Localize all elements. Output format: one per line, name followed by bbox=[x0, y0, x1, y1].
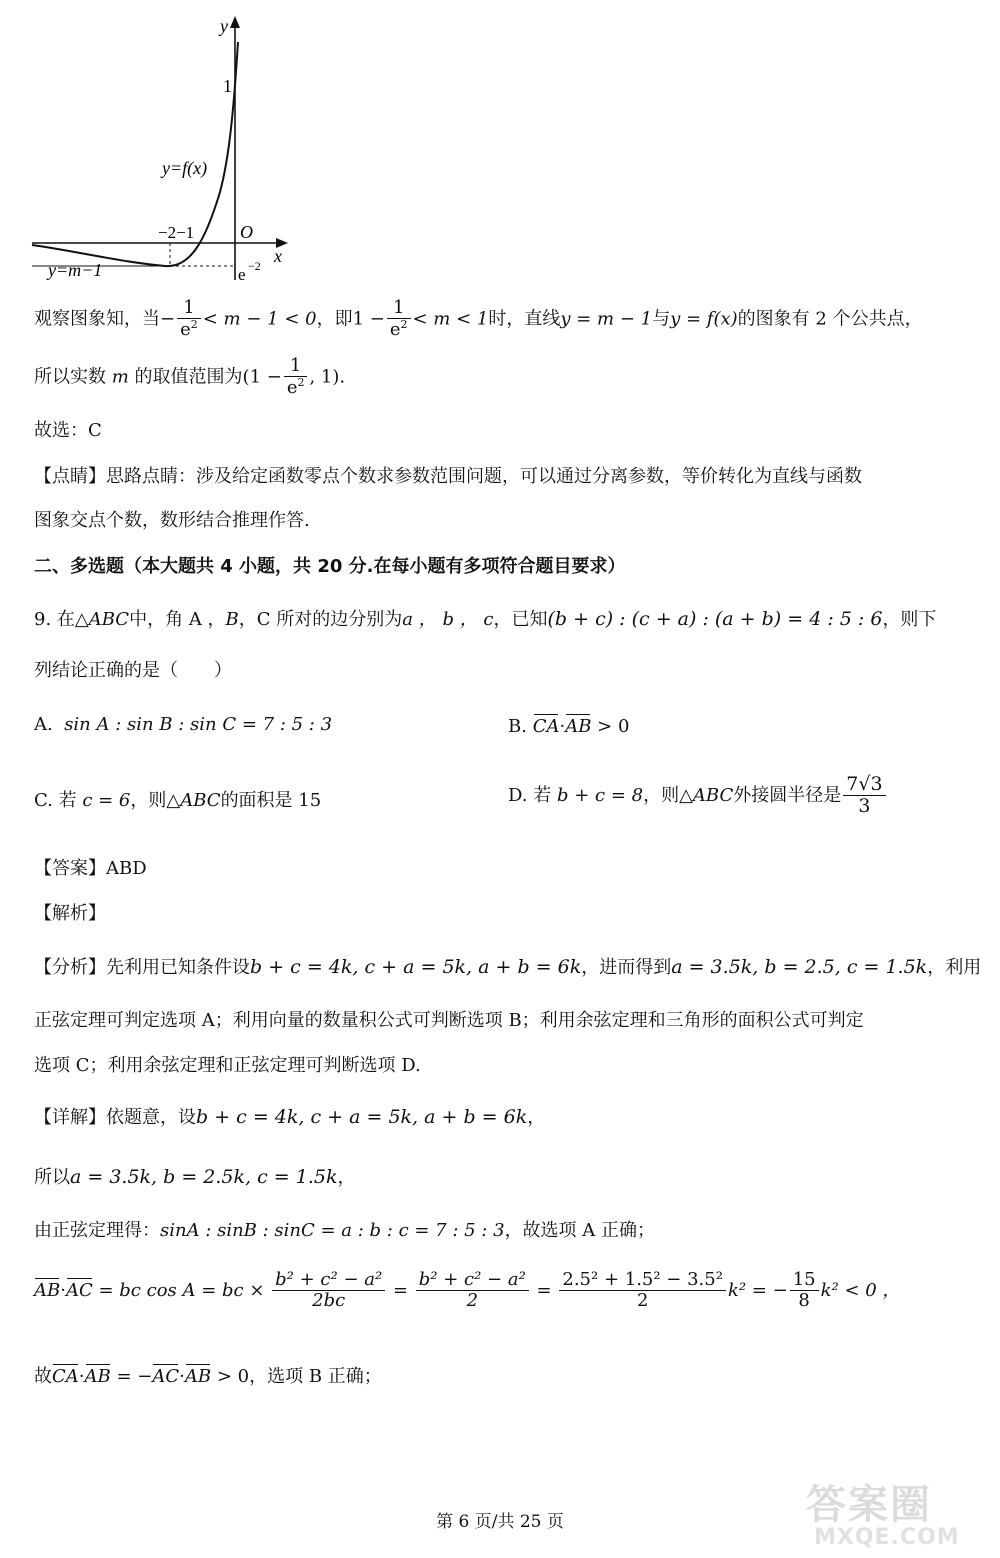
curve-label: y=f(x) bbox=[162, 158, 208, 178]
page-footer: 第 6 页/共 25 页 bbox=[436, 1512, 564, 1532]
fenxi-line-2: 正弦定理可判定选项 A；利用向量的数量积公式可判断选项 B；利用余弦定理和三角形的面积公式可判定 bbox=[34, 1010, 864, 1031]
answer-line: 【答案】ABD bbox=[34, 858, 147, 879]
text-run: ，故选项 A 正确； bbox=[504, 1220, 656, 1241]
text-run: 9. 在 bbox=[34, 609, 75, 630]
option-d[interactable] bbox=[508, 774, 888, 818]
e-neg2-label: e bbox=[238, 265, 246, 284]
math-run: (b + c) : (c + a) : (a + b) = 4 : 5 : 6 bbox=[547, 608, 883, 630]
math-run: sinA : sinB : sinC = a : b : c = 7 : 5 : 3 bbox=[160, 1220, 505, 1241]
watermark-url: MXQE.COM bbox=[814, 1525, 960, 1550]
vector: AB bbox=[34, 1279, 61, 1301]
fraction-7sqrt3-over-3 bbox=[843, 774, 885, 818]
var-m: m bbox=[111, 366, 129, 388]
math-run: − bbox=[160, 308, 176, 330]
text-run: 由正弦定理得： bbox=[34, 1220, 160, 1241]
math-run: △ABC bbox=[166, 790, 221, 811]
exp-2: 2 bbox=[400, 317, 408, 331]
math-run: B bbox=[225, 609, 239, 630]
tip-line-1: 【点睛】思路点睛：涉及给定函数零点个数求参数范围问题，可以通过分离参数，等价转化为直线与函数 bbox=[34, 466, 862, 487]
frac-num: 2.5² + 1.5² − 3.5² bbox=[559, 1270, 726, 1291]
math-run: · bbox=[559, 716, 566, 737]
vector: AB bbox=[84, 1366, 111, 1387]
frac-den bbox=[387, 319, 411, 341]
text-run: 故 bbox=[34, 1366, 52, 1387]
frac-num: 1 bbox=[284, 356, 308, 377]
math-run: c = 6 bbox=[82, 790, 131, 811]
text-run: 中，角 A ， bbox=[129, 609, 226, 630]
option-label: D. 若 bbox=[508, 784, 552, 806]
math-run: · bbox=[60, 1279, 66, 1301]
text-run: 观察图象知，当 bbox=[34, 308, 160, 330]
text-run: ，已知 bbox=[493, 609, 548, 630]
exp-2: 2 bbox=[190, 317, 198, 331]
math-run: , 1) bbox=[309, 366, 340, 388]
frac-den: 2bc bbox=[312, 1289, 346, 1311]
para-observe bbox=[34, 298, 923, 340]
vector: AB bbox=[184, 1366, 212, 1387]
option-label: A. bbox=[34, 714, 53, 735]
vector: CA bbox=[52, 1366, 79, 1387]
math-run: a ， b ， c bbox=[402, 609, 494, 630]
tip-line-2: 图象交点个数，数形结合推理作答. bbox=[34, 510, 310, 531]
origin-label: O bbox=[240, 222, 253, 242]
e-base: e bbox=[389, 318, 401, 340]
line-label: y=m−1 bbox=[48, 260, 103, 280]
text-run: 所以 bbox=[34, 1167, 70, 1188]
text-run: 与 bbox=[652, 308, 671, 330]
text-run: 的图象有 2 个公共点， bbox=[737, 308, 923, 330]
choice-result: 故选：C bbox=[34, 420, 102, 441]
text-run: 【分析】先利用已知条件设 bbox=[34, 957, 250, 978]
analysis-title: 【解析】 bbox=[34, 903, 106, 924]
math-run: k² < 0 ， bbox=[820, 1279, 901, 1301]
frac-num: b² + c² − a² bbox=[272, 1270, 385, 1291]
text-run: ，利用 bbox=[927, 957, 982, 978]
watermark-logo bbox=[802, 1480, 992, 1550]
text-run: ，则 bbox=[130, 790, 167, 811]
question-9-line-2: 列结论正确的是（ ） bbox=[34, 660, 232, 681]
math-run: = bc cos A = bc × bbox=[98, 1279, 265, 1301]
vector: AB bbox=[565, 716, 592, 737]
text-run: ， bbox=[527, 1107, 546, 1128]
text-run: 【详解】依题意，设 bbox=[34, 1107, 196, 1128]
para-range bbox=[34, 356, 345, 398]
math-run: △ABC bbox=[74, 609, 130, 630]
math-run: y = m − 1 bbox=[560, 308, 653, 330]
dot-product-line bbox=[34, 1270, 900, 1311]
vector: CA bbox=[532, 716, 560, 737]
frac-num: 1 bbox=[387, 298, 411, 319]
math-run: = bbox=[392, 1279, 409, 1301]
fenxi-line-3: 选项 C；利用余弦定理和正弦定理可判断选项 D. bbox=[34, 1055, 421, 1076]
text-run: 的取值范围为 bbox=[134, 366, 243, 388]
text-run: ，选项 B 正确； bbox=[249, 1366, 382, 1387]
option-c[interactable] bbox=[34, 790, 321, 813]
tick-neg-label: −2−1 bbox=[158, 223, 195, 242]
math-run: sin A : sin B : sin C = 7 : 5 : 3 bbox=[64, 714, 333, 735]
function-graph bbox=[30, 12, 292, 284]
text-run: ，进而得到 bbox=[581, 957, 672, 978]
sine-law-line bbox=[34, 1220, 655, 1243]
option-label: C. 若 bbox=[34, 790, 77, 811]
math-run: < m − 1 < 0 bbox=[202, 308, 317, 330]
section-heading: 二、多选题（本大题共 4 小题，共 20 分.在每小题有多项符合题目要求） bbox=[34, 556, 626, 577]
xiangjie-line bbox=[34, 1106, 545, 1130]
text-run: ，即 bbox=[316, 308, 353, 330]
watermark-text: 答案圈 bbox=[806, 1482, 932, 1528]
fenxi-line-1 bbox=[34, 956, 981, 980]
math-run: · bbox=[179, 1366, 185, 1387]
e-neg2-exponent: −2 bbox=[248, 259, 261, 273]
text-run: 的面积是 15 bbox=[220, 790, 322, 811]
text-run: 时，直线 bbox=[488, 308, 561, 330]
math-run: △ABC bbox=[679, 784, 734, 806]
math-run: 1 − bbox=[352, 308, 385, 330]
text-run: 外接圆半径是 bbox=[733, 784, 842, 806]
math-run: b + c = 4k, c + a = 5k, a + b = 6k bbox=[250, 956, 582, 978]
fraction-cos-3 bbox=[559, 1270, 726, 1311]
frac-num: 15 bbox=[790, 1270, 819, 1291]
question-9-line-1 bbox=[34, 608, 936, 632]
fraction-cos-2 bbox=[416, 1270, 529, 1311]
text-run: ，则下 bbox=[882, 609, 937, 630]
math-run: k² = − bbox=[727, 1279, 788, 1301]
frac-num: 1 bbox=[177, 298, 201, 319]
fraction-1-over-e2 bbox=[177, 298, 201, 340]
math-run: = − bbox=[116, 1366, 153, 1387]
vector: AC bbox=[65, 1279, 93, 1301]
text-run: ，C 所对的边分别为 bbox=[238, 609, 403, 630]
option-label: B. bbox=[508, 716, 527, 737]
curve-f bbox=[32, 42, 238, 266]
vector: AC bbox=[152, 1366, 180, 1387]
frac-den: 8 bbox=[798, 1289, 810, 1311]
fraction-1-over-e2 bbox=[284, 356, 308, 398]
text-run: . bbox=[339, 366, 346, 388]
y-axis-arrow bbox=[230, 16, 240, 28]
math-run: b + c = 4k, c + a = 5k, a + b = 6k bbox=[196, 1106, 528, 1128]
x-axis-label: x bbox=[274, 246, 282, 266]
gu-line bbox=[34, 1366, 382, 1389]
math-run: a = 3.5k, b = 2.5k, c = 1.5k bbox=[70, 1166, 338, 1188]
fraction-1-over-e2 bbox=[387, 298, 411, 340]
frac-den: 2 bbox=[636, 1289, 649, 1311]
suoyi-line bbox=[34, 1166, 355, 1190]
fraction-cos-1 bbox=[272, 1270, 385, 1311]
math-run: > 0 bbox=[597, 716, 630, 737]
fraction-15-over-8 bbox=[790, 1270, 819, 1311]
frac-num: b² + c² − a² bbox=[416, 1270, 529, 1291]
frac-den: 2 bbox=[466, 1289, 479, 1311]
math-run: b + c = 8 bbox=[556, 784, 644, 806]
frac-num: 7√3 bbox=[843, 774, 885, 796]
exp-2: 2 bbox=[297, 375, 305, 389]
math-run: > 0 bbox=[216, 1366, 250, 1387]
option-a[interactable] bbox=[34, 714, 332, 737]
frac-den: 3 bbox=[858, 794, 871, 817]
e-base: e bbox=[286, 376, 298, 398]
math-run: (1 − bbox=[242, 366, 282, 388]
frac-den bbox=[177, 319, 201, 341]
text-run: ，则 bbox=[643, 784, 680, 806]
math-run: y = f(x) bbox=[670, 308, 738, 330]
e-base: e bbox=[180, 318, 191, 340]
text-run: ， bbox=[337, 1167, 356, 1188]
math-run: < m < 1 bbox=[412, 308, 489, 330]
math-run: a = 3.5k, b = 2.5, c = 1.5k bbox=[671, 956, 928, 978]
text-run: 所以实数 bbox=[34, 366, 106, 388]
option-b[interactable] bbox=[508, 716, 629, 739]
math-run: = bbox=[536, 1279, 552, 1301]
frac-den bbox=[284, 377, 308, 399]
tick-1-label: 1 bbox=[223, 76, 232, 96]
math-run: · bbox=[78, 1366, 85, 1387]
y-axis-label: y bbox=[220, 16, 228, 36]
